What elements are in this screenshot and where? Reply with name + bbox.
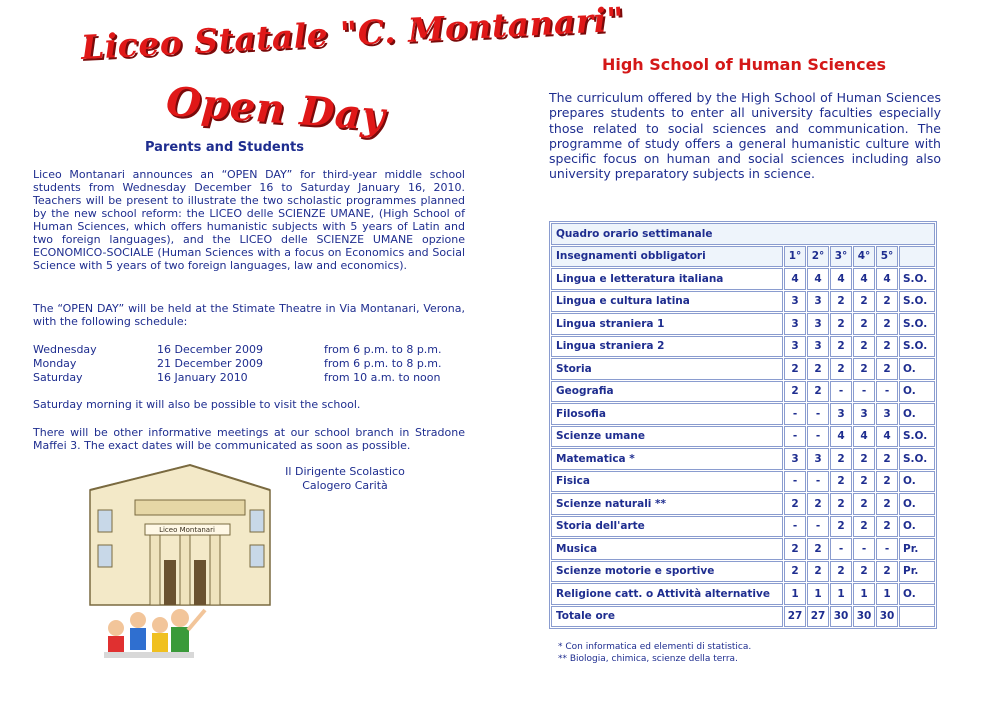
column-header: 1° [784,246,806,268]
schedule-day: Saturday [33,371,83,384]
hours-cell: 2 [876,516,898,538]
schedule-date: 16 December 2009 [157,343,264,356]
page-title: High School of Human Sciences [601,55,887,74]
open-day-title: Open Day [164,78,387,141]
subject-cell: Storia [551,358,783,380]
hours-cell: 3 [784,291,806,313]
signature-name: Calogero Carità [302,479,388,492]
hours-cell: 1 [830,583,852,605]
venue-paragraph: The “OPEN DAY” will be held at the Stimate Theatre in Via Montanari, Verona, with the following schedule: [33,302,465,328]
hours-cell: - [876,381,898,403]
type-cell: O. [899,403,935,425]
column-header [899,246,935,268]
hours-cell: 4 [830,268,852,290]
hours-cell: 3 [807,336,829,358]
hours-cell: 3 [784,313,806,335]
table-row [551,538,935,560]
hours-cell: 3 [830,403,852,425]
hours-cell: 4 [853,426,875,448]
subject-cell: Lingua straniera 2 [551,336,783,358]
hours-cell: 1 [784,583,806,605]
subject-cell: Geografia [551,381,783,403]
hours-cell: - [784,403,806,425]
hours-cell: 2 [830,313,852,335]
type-cell: S.O. [899,336,935,358]
table-title: Quadro orario settimanale [551,223,935,245]
schedule-time: from 6 p.m. to 8 p.m. [324,357,442,370]
footnote: ** Biologia, chimica, scienze della terra. [558,654,738,664]
hours-cell: - [784,471,806,493]
table-row [551,606,935,628]
table-row [551,268,935,290]
subject-cell: Lingua e letteratura italiana [551,268,783,290]
hours-cell: - [876,538,898,560]
hours-cell: 2 [784,538,806,560]
hours-cell: 2 [807,538,829,560]
hours-cell: 2 [830,358,852,380]
footnote: * Con informatica ed elementi di statistica. [558,642,752,652]
hours-cell: 2 [807,561,829,583]
schedule [33,343,463,385]
hours-cell: 27 [807,606,829,628]
type-cell: O. [899,493,935,515]
hours-cell: - [807,403,829,425]
hours-cell: 3 [807,448,829,470]
hours-cell: - [853,538,875,560]
hours-cell: 2 [853,358,875,380]
schedule-date: 21 December 2009 [157,357,264,370]
type-cell: Pr. [899,561,935,583]
hours-cell: 2 [876,561,898,583]
school-title: Liceo Statale "C. Montanari" [80,0,626,67]
hours-cell: 4 [807,268,829,290]
schedule-time: from 10 a.m. to noon [324,371,441,384]
table-header-row [551,246,935,268]
type-cell: S.O. [899,291,935,313]
table-row [551,448,935,470]
column-header: Insegnamenti obbligatori [551,246,783,268]
hours-cell: 2 [853,561,875,583]
table-row [551,426,935,448]
table-row [551,403,935,425]
type-cell: S.O. [899,448,935,470]
type-cell: O. [899,471,935,493]
hours-cell: 2 [784,561,806,583]
hours-cell: 2 [876,493,898,515]
hours-cell: 2 [784,358,806,380]
hours-cell: 2 [853,471,875,493]
hours-cell: 3 [784,336,806,358]
hours-cell: 2 [876,291,898,313]
schedule-row [33,371,463,385]
weekly-timetable [549,221,937,629]
type-cell: S.O. [899,426,935,448]
table-row [551,313,935,335]
hours-cell: 2 [876,471,898,493]
branch-paragraph: There will be other informative meetings at our school branch in Stradone Maffei 3. The exact dates will be communicated as soon as possible. [33,426,465,452]
table-title-row [551,223,935,245]
schedule-day: Wednesday [33,343,97,356]
hours-cell: 1 [807,583,829,605]
hours-cell: 30 [830,606,852,628]
curriculum-intro: The curriculum offered by the High School of Human Sciences prepares students to enter all university faculties especially those related to social sciences and communication. The programme of study offers a general humanistic culture with specific focus on human and social sciences including also university preparatory subjects in science. [549,90,941,182]
hours-cell: 2 [830,291,852,313]
table-row [551,471,935,493]
hours-cell: 27 [784,606,806,628]
hours-cell: 2 [830,448,852,470]
hours-cell: 3 [784,448,806,470]
table-row [551,493,935,515]
subject-cell: Filosofia [551,403,783,425]
hours-cell: 2 [853,313,875,335]
hours-cell: 4 [876,268,898,290]
signature-role: Il Dirigente Scolastico [285,465,405,478]
schedule-day: Monday [33,357,77,370]
hours-cell: - [807,426,829,448]
hours-cell: 4 [853,268,875,290]
footnotes [558,641,751,665]
subject-cell: Matematica * [551,448,783,470]
column-header: 2° [807,246,829,268]
type-cell: S.O. [899,268,935,290]
hours-cell: 2 [807,493,829,515]
hours-cell: 2 [876,336,898,358]
hours-cell: 2 [876,448,898,470]
subject-cell: Fisica [551,471,783,493]
hours-cell: - [853,381,875,403]
type-cell: S.O. [899,313,935,335]
hours-cell: 2 [807,358,829,380]
school-building-illustration [80,460,280,665]
hours-cell: 2 [876,313,898,335]
section-heading: Parents and Students [145,140,304,155]
table-body [551,268,935,627]
schedule-date: 16 January 2010 [157,371,248,384]
hours-cell: 3 [853,403,875,425]
hours-cell: - [807,516,829,538]
type-cell: Pr. [899,538,935,560]
type-cell: O. [899,516,935,538]
subject-cell: Scienze umane [551,426,783,448]
column-header: 5° [876,246,898,268]
type-cell: O. [899,358,935,380]
hours-cell: 2 [784,493,806,515]
hours-cell: 2 [853,336,875,358]
type-cell: O. [899,381,935,403]
table-row [551,583,935,605]
subject-cell: Religione catt. o Attività alternative [551,583,783,605]
hours-cell: 2 [853,291,875,313]
table-row [551,291,935,313]
hours-cell: 2 [830,516,852,538]
table-row [551,358,935,380]
hours-cell: 2 [784,381,806,403]
subject-cell: Storia dell'arte [551,516,783,538]
schedule-row [33,343,463,357]
hours-cell: - [830,538,852,560]
hours-cell: 4 [876,426,898,448]
hours-cell: 2 [807,381,829,403]
building-sign-text: Liceo Montanari [159,526,215,534]
subject-cell: Totale ore [551,606,783,628]
table-row [551,381,935,403]
schedule-row [33,357,463,371]
hours-cell: 3 [807,291,829,313]
hours-cell: 3 [807,313,829,335]
hours-cell: 2 [830,561,852,583]
column-header: 4° [853,246,875,268]
table-row [551,561,935,583]
hours-cell: 2 [853,448,875,470]
subject-cell: Scienze naturali ** [551,493,783,515]
hours-cell: 2 [853,493,875,515]
hours-cell: 2 [830,336,852,358]
hours-cell: 1 [876,583,898,605]
hours-cell: 30 [876,606,898,628]
hours-cell: 2 [853,516,875,538]
hours-cell: 2 [876,358,898,380]
signature [270,465,420,493]
hours-cell: - [807,471,829,493]
hours-cell: 2 [830,471,852,493]
hours-cell: 30 [853,606,875,628]
hours-cell: 4 [784,268,806,290]
hours-cell: 1 [853,583,875,605]
schedule-time: from 6 p.m. to 8 p.m. [324,343,442,356]
hours-cell: 2 [830,493,852,515]
hours-cell: - [784,426,806,448]
visit-paragraph: Saturday morning it will also be possible to visit the school. [33,398,361,411]
column-header: 3° [830,246,852,268]
subject-cell: Lingua straniera 1 [551,313,783,335]
subject-cell: Lingua e cultura latina [551,291,783,313]
type-cell: O. [899,583,935,605]
subject-cell: Scienze motorie e sportive [551,561,783,583]
table-row [551,336,935,358]
table-row [551,516,935,538]
intro-paragraph: Liceo Montanari announces an “OPEN DAY” for third-year middle school students from Wednesday December 16 to Saturday January 16, 2010. Teachers will be present to illustrate the two scholastic programmes planned by the new school reform: the LICEO delle SCIENZE UMANE, (High School of Human Sciences, which offers humanistic subjects with 5 years of Latin and two foreign languages), and the LICEO delle SCIENZE UMANE opzione ECONOMICO-SOCIALE (Human Sciences with a focus on Economics and Social Science with 5 years of two foreign languages, law and economics). [33,168,465,272]
type-cell [899,606,935,628]
hours-cell: 3 [876,403,898,425]
hours-cell: 4 [830,426,852,448]
hours-cell: - [784,516,806,538]
hours-cell: - [830,381,852,403]
subject-cell: Musica [551,538,783,560]
